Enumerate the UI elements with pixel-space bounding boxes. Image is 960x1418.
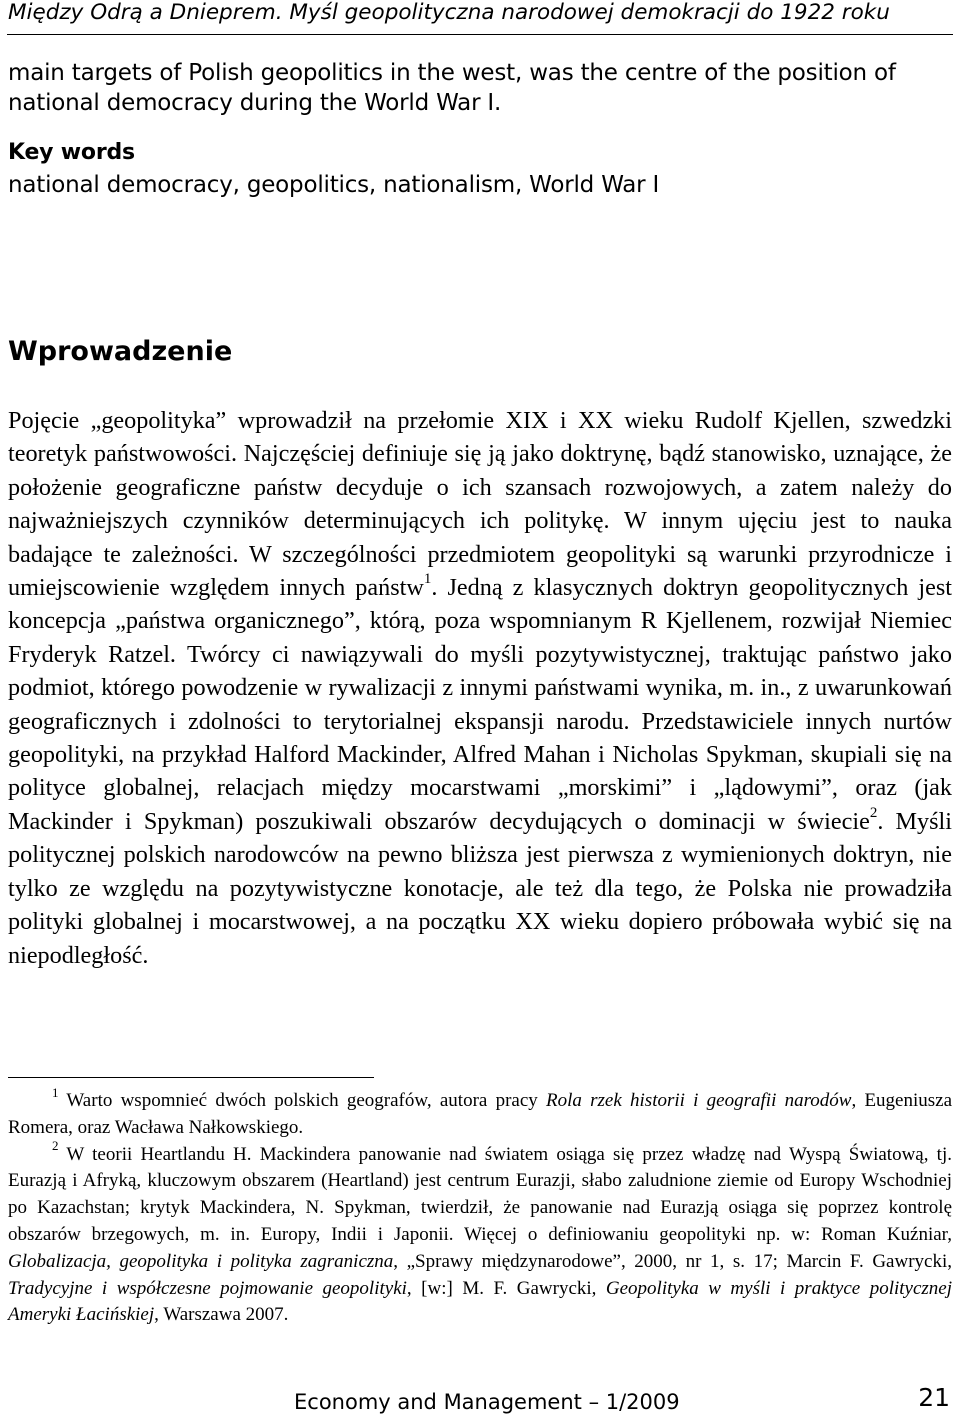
section-heading: Wprowadzenie [8,336,233,367]
page-number: 21 [918,1383,950,1412]
footnote-2-title-3: Geopolityka w myśli i praktyce politycznej Ameryki Łacińskiej [8,1277,953,1326]
footnote-1-text: Warto wspomnieć dwóch polskich geografów, autora pracy [58,1090,547,1111]
footnote-2-text-3: , [w:] M. F. Gawrycki, [406,1277,606,1299]
keywords-text: national democracy, geopolitics, nationalism, World War I [8,172,660,198]
footnote-2-title-1: Globalizacja, geopolityka i polityka zagraniczna [8,1250,394,1272]
footnote-1 [8,1084,953,1142]
keywords-heading: Key words [8,140,135,165]
running-header: Między Odrą a Dnieprem. Myśl geopolityczna narodowej demokracji do 1922 roku [8,0,890,25]
footnote-2-text: W teorii Heartlandu H. Mackindera panowanie nad światem osiąga się przez władzę nad Wyspą Światową, tj. Eurazją i Afryką, kluczowym obszarem (Heartland) jest centrum Eurazji, słabo zaludnione ziemie od Europy Wschodniej po Kazachstan; krytyk Mackindera, N. Spykman, twierdził, że panowanie nad Eurazją osiąga się poprzez kontrolę obszarów brzegowych, m. in. Europy, Indii i Japonii. Więcej o definiowaniu geopolityki np. w: Roman Kuźniar, [8,1143,952,1245]
footnotes [8,1084,953,1329]
running-footer: Economy and Management – 1/2009 [294,1390,680,1414]
footnote-mark-1: 1 [52,1084,59,1100]
footnote-2-title-2: Tradycyjne i współczesne pojmowanie geopolityki [8,1277,407,1299]
body-text-part-3: . Myśli politycznej polskich narodowców na pewno bliższa jest pierwsza z wymienionych doktryn, nie tylko ze względu na pozytywistyczne konotacje, ale też dla tego, że Polska nie prowadziła polityki globalnej i mocarstwowej, a na początku XX wieku dopiero próbowała wybić się na niepodległość. [8,807,952,969]
abstract-continuation: main targets of Polish geopolitics in the west, was the centre of the position of national democracy during the World War I. [8,60,896,116]
body-paragraph [8,404,952,972]
footnote-ref-2[interactable]: 2 [869,804,878,821]
header-divider [7,34,953,35]
footnote-1-text-end: , Eugeniusza Romera, oraz Wacława Nałkowskiego. [8,1090,953,1138]
footnote-2-text-end: , Warszawa 2007. [154,1304,289,1326]
footnote-divider [8,1077,374,1078]
footnote-1-title: Rola rzek historii i geografii narodów [546,1090,852,1111]
footnote-mark-2: 2 [52,1138,59,1154]
body-text-part-2: . Jedną z klasycznych doktryn geopolitycznych jest koncepcja „państwa organicznego”, którą, poza wspomnianym R Kjellenem, rozwijał Niemiec Fryderyk Ratzel. Twórcy ci nawiązywali do myśli pozytywistycznej, traktując państwo jako podmiot, którego powodzenie w rywalizacji z innymi państwami wynika, m. in., z uwarunkowań geograficznych i zdolności to terytorialnej ekspansji narodu. Przedstawiciele innych nurtów geopolityki, na przykład Halford Mackinder, Alfred Mahan i Nicholas Spykman, skupiali się na polityce globalnej, relacjach między mocarstwami „morskimi” i „lądowymi”, oraz (jak Mackinder i Spykman) poszukiwali obszarów decydujących o dominacji w świecie [8,574,952,835]
body-text-part-1: Pojęcie „geopolityka” wprowadził na przełomie XIX i XX wieku Rudolf Kjellen, szwedzki teoretyk państwowości. Najczęściej definiuje się ją jako doktrynę, bądź stanowisko, uznające, że położenie geograficzne państw decyduje o ich szansach rozwojowych, a zatem należy do najważniejszych czynników determinujących ich politykę. W innym ujęciu jest to nauka badające te zależności. W szczególności przedmiotem geopolityki są warunki przyrodnicze i umiejscowienie względem innych państw [8,407,952,602]
footnote-2 [8,1138,953,1330]
footnote-2-text-2: , „Sprawy międzynarodowe”, 2000, nr 1, s. 17; Marcin F. Gawrycki, [393,1250,952,1272]
footnote-ref-1[interactable]: 1 [423,570,432,587]
